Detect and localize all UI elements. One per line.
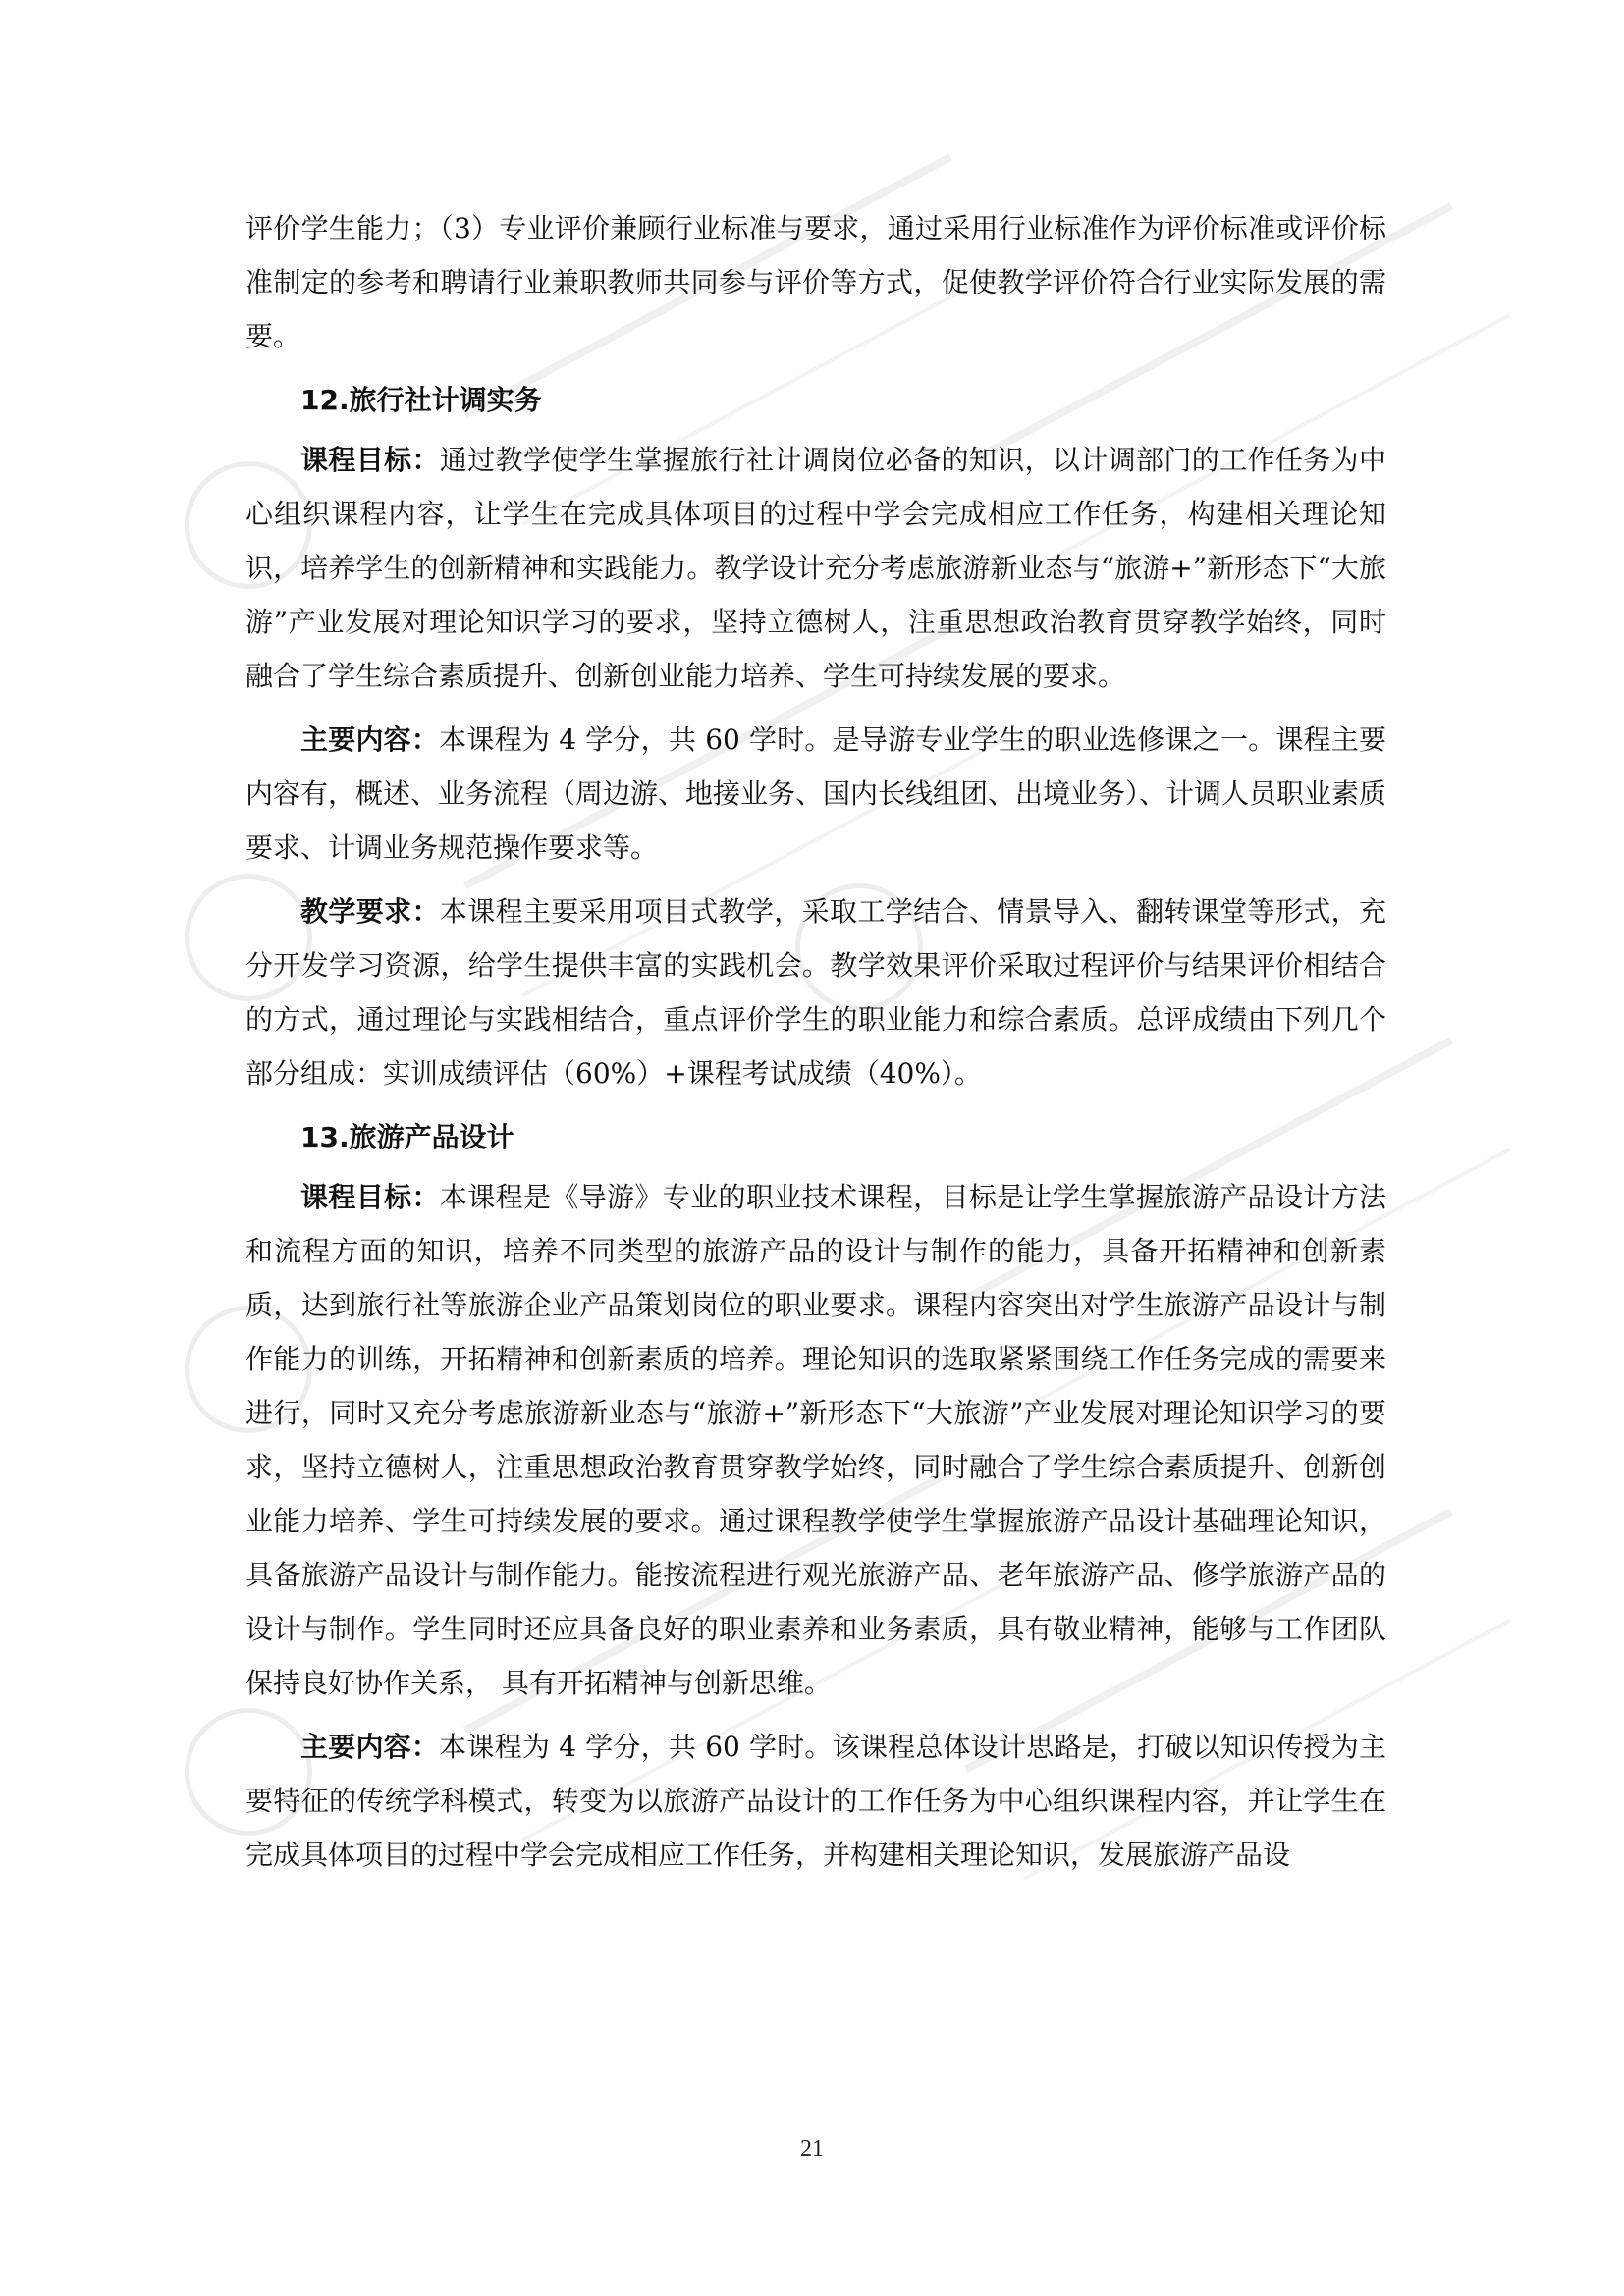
label-course-goal: 课程目标：	[300, 444, 440, 476]
text-teaching-req: 本课程主要采用项目式教学，采取工学结合、情景导入、翻转课堂等形式，充分开发学习资源，给学生提供丰富的实践机会。教学效果评价采取过程评价与结果评价相结合的方式，通过理论与实践相结合，重点评价学生的职业能力和综合素质。总评成绩由下列几个部分组成：实训成绩评估（60%）+课程考试成绩（40%）。	[245, 895, 1386, 1090]
text-course-goal: 通过教学使学生掌握旅行社计调岗位必备的知识，以计调部门的工作任务为中心组织课程内容，让学生在完成具体项目的过程中学会完成相应工作任务，构建相关理论知识，培养学生的创新精神和实践能力。教学设计充分考虑旅游新业态与“旅游+”新形态下“大旅游”产业发展对理论知识学习的要求，坚持立德树人，注重思想政治教育贯穿教学始终，同时融合了学生综合素质提升、创新创业能力培养、学生可持续发展的要求。	[245, 444, 1386, 692]
text-main-content: 本课程为 4 学分，共 60 学时。该课程总体设计思路是，打破以知识传授为主要特征的传统学科模式，转变为以旅游产品设计的工作任务为中心组织课程内容，并让学生在完成具体项目的过程中学会完成相应工作任务，并构建相关理论知识，发展旅游产品设	[245, 1731, 1386, 1871]
label-teaching-req: 教学要求：	[300, 895, 440, 928]
paragraph-course-goal-13	[245, 1170, 1386, 1710]
document-body	[245, 201, 1386, 1882]
paragraph-course-goal-12	[245, 433, 1386, 703]
page-number: 21	[800, 2136, 824, 2162]
paragraph-continuation: 评价学生能力；（3）专业评价兼顾行业标准与要求，通过采用行业标准作为评价标准或评价标准制定的参考和聘请行业兼职教师共同参与评价等方式，促使教学评价符合行业实际发展的需要。	[245, 212, 1386, 352]
section-heading-13: 13.旅游产品设计	[300, 1121, 514, 1153]
text-course-goal: 本课程是《导游》专业的职业技术课程，目标是让学生掌握旅游产品设计方法和流程方面的知识，培养不同类型的旅游产品的设计与制作的能力，具备开拓精神和创新素质，达到旅行社等旅游企业产品策划岗位的职业要求。课程内容突出对学生旅游产品设计与制作能力的训练，开拓精神和创新素质的培养。理论知识的选取紧紧围绕工作任务完成的需要来进行，同时又充分考虑旅游新业态与“旅游+”新形态下“大旅游”产业发展对理论知识学习的要求，坚持立德树人，注重思想政治教育贯穿教学始终，同时融合了学生综合素质提升、创新创业能力培养、学生可持续发展的要求。通过课程教学使学生掌握旅游产品设计基础理论知识，具备旅游产品设计与制作能力。能按流程进行观光旅游产品、老年旅游产品、修学旅游产品的设计与制作。学生同时还应具备良好的职业素养和业务素质，具有敬业精神，能够与工作团队保持良好协作关系， 具有开拓精神与创新思维。	[245, 1181, 1386, 1699]
label-main-content: 主要内容：	[300, 723, 440, 756]
text-main-content: 本课程为 4 学分，共 60 学时。是导游专业学生的职业选修课之一。课程主要内容有，概述、业务流程（周边游、地接业务、国内长线组团、出境业务）、计调人员职业素质要求、计调业务规范操作要求等。	[245, 723, 1387, 864]
paragraph-main-content-13	[245, 1720, 1386, 1882]
label-main-content: 主要内容：	[300, 1731, 440, 1763]
paragraph-teaching-req-12	[245, 884, 1386, 1100]
label-course-goal: 课程目标：	[300, 1181, 440, 1213]
section-heading-12: 12.旅行社计调实务	[300, 384, 542, 416]
paragraph-main-content-12	[245, 713, 1386, 875]
